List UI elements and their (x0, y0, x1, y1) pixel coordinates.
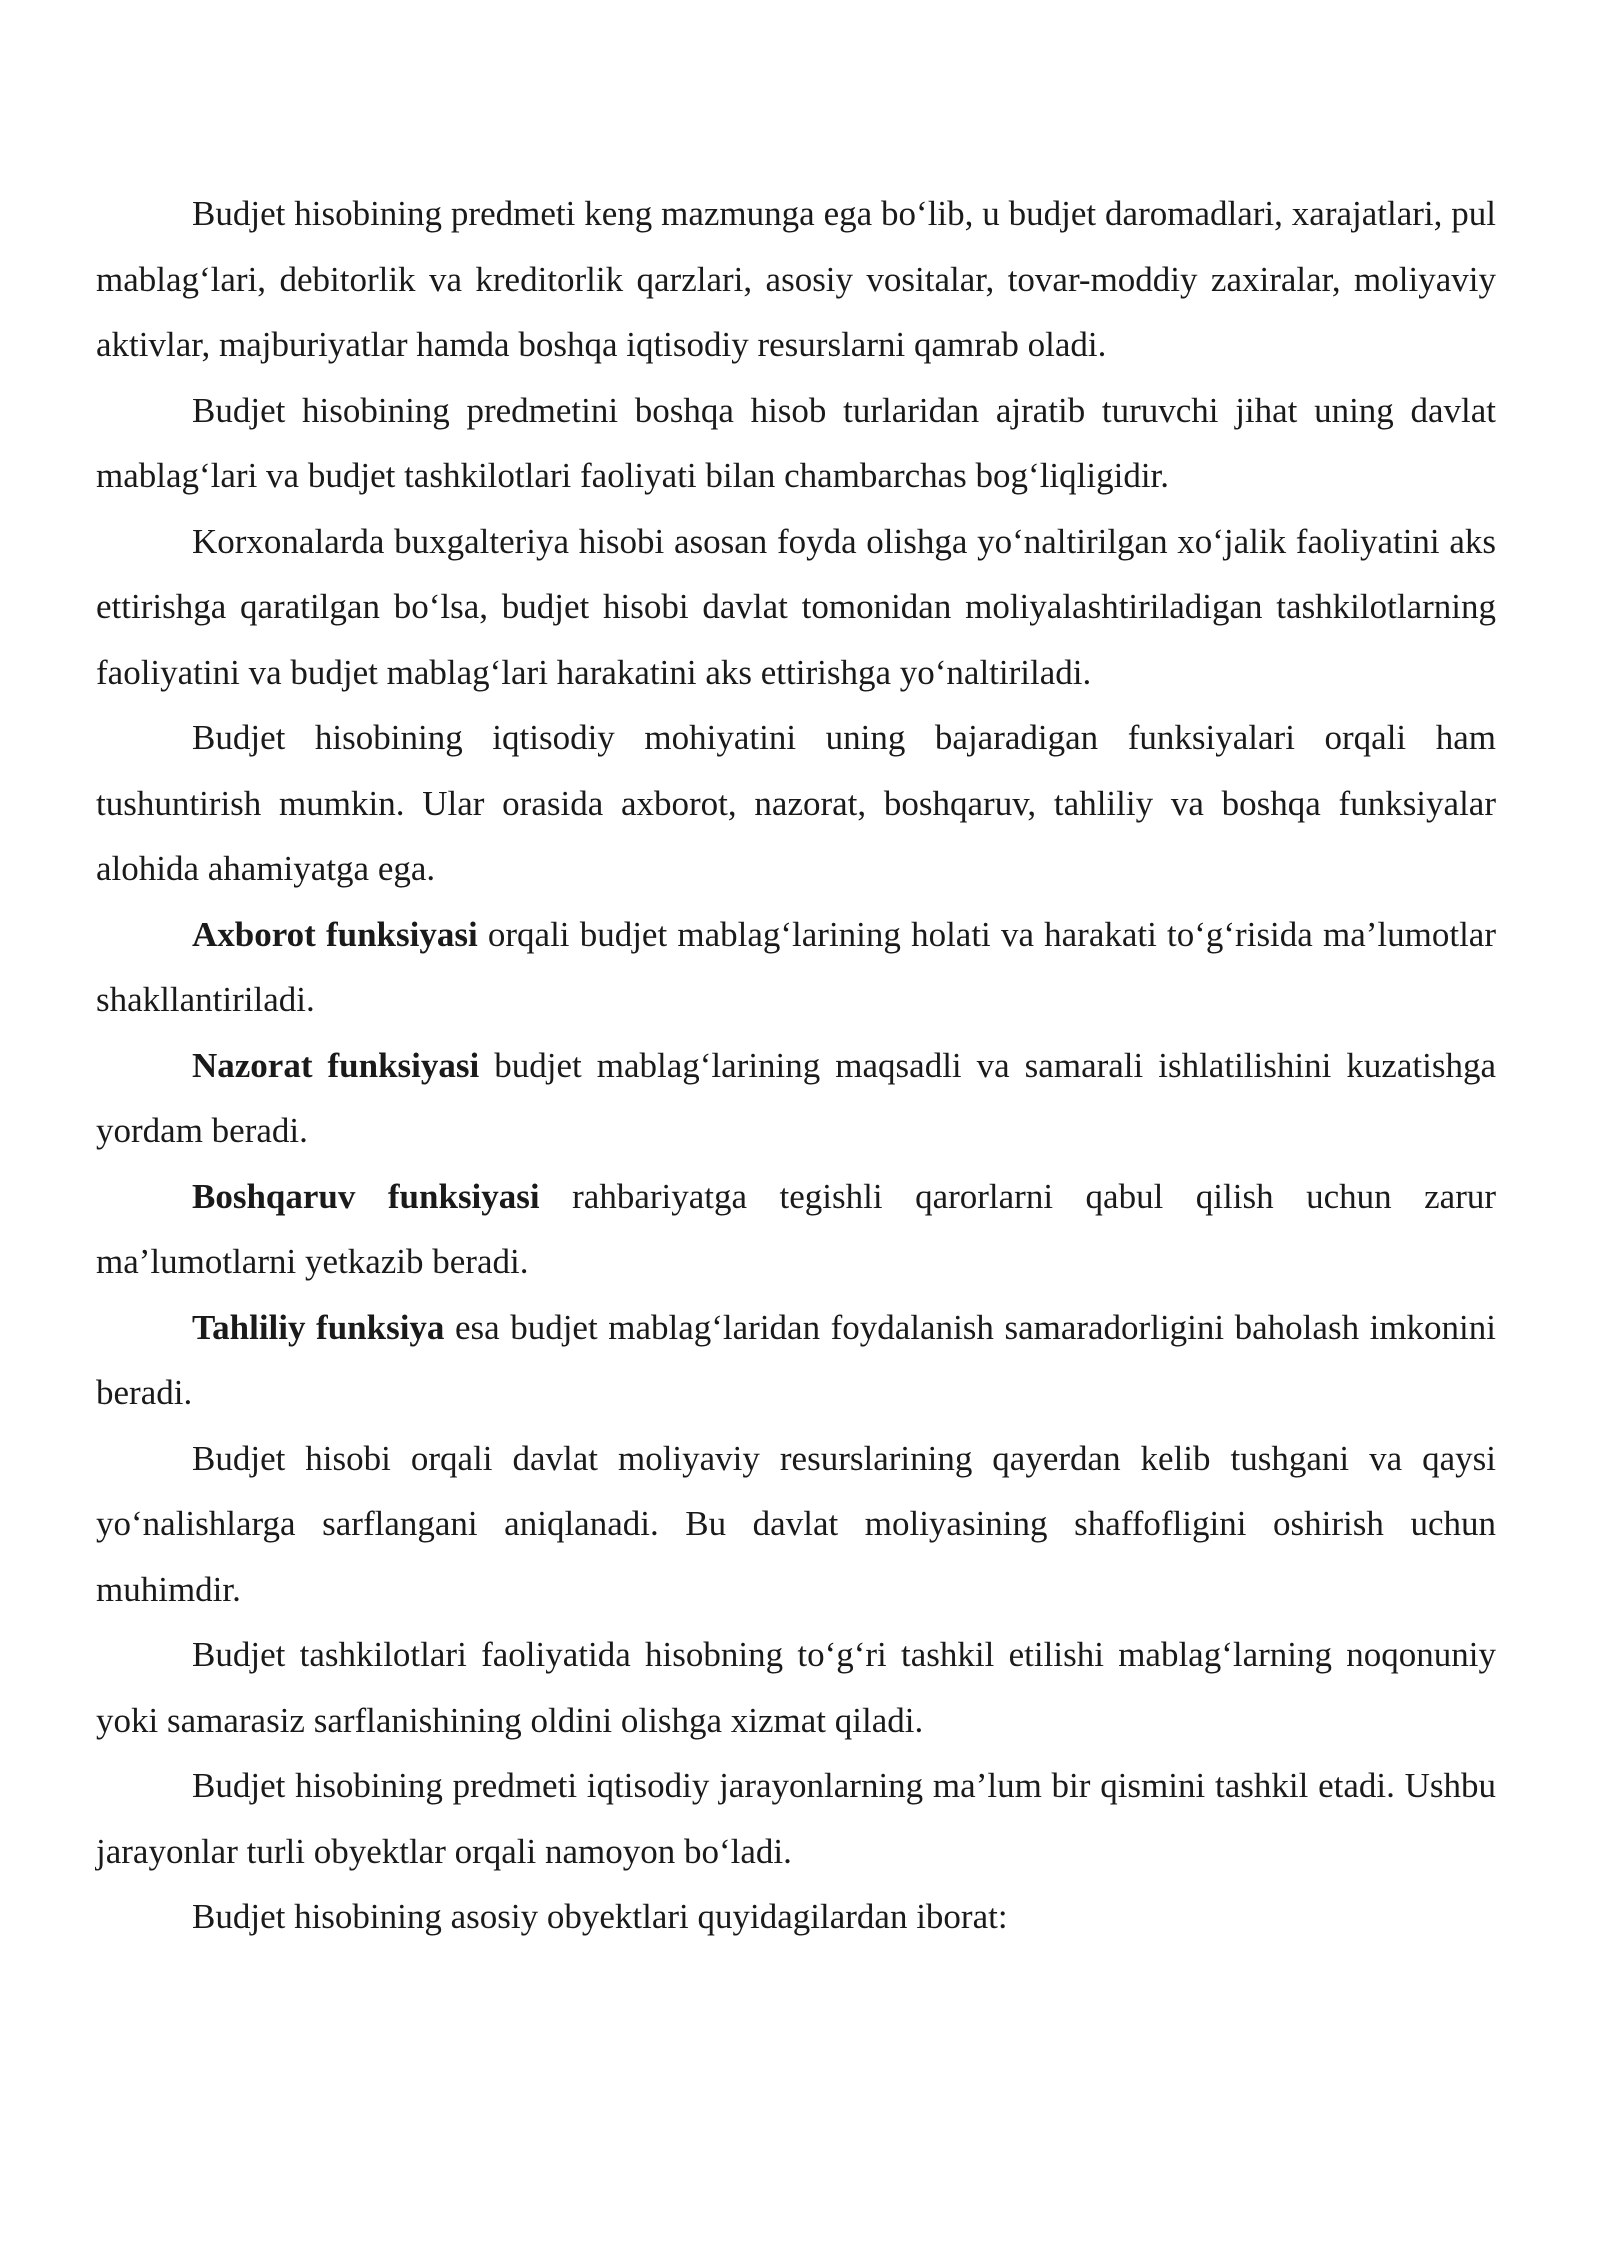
paragraph-management-function (96, 1164, 1496, 1295)
paragraph-bold-term: Axborot funksiyasi (192, 914, 478, 954)
paragraph-resource-transparency (96, 1426, 1496, 1623)
paragraph-text: Budjet hisobi orqali davlat moliyaviy resurslarining qayerdan kelib tushgani va qaysi yo‘nalishlarga sarflangani aniqlanadi. Bu davlat moliyasining shaffofligini oshirish uchun muhimdir. (96, 1438, 1496, 1609)
paragraph-subject-scope (96, 181, 1496, 378)
paragraph-bold-term: Tahliliy funksiya (192, 1307, 445, 1347)
document-page (96, 181, 1496, 1950)
paragraph-subject-distinction (96, 378, 1496, 509)
paragraph-text: Budjet hisobining asosiy obyektlari quyidagilardan iborat: (192, 1897, 1008, 1936)
paragraph-enterprise-comparison (96, 509, 1496, 706)
paragraph-bold-term: Nazorat funksiyasi (192, 1045, 480, 1085)
paragraph-proper-organization (96, 1622, 1496, 1753)
paragraph-economic-processes (96, 1753, 1496, 1884)
paragraph-bold-term: Boshqaruv funksiyasi (192, 1176, 540, 1216)
paragraph-text: Budjet tashkilotlari faoliyatida hisobning to‘g‘ri tashkil etilishi mablag‘larning noqonuniy yoki samarasiz sarflanishining oldini olishga xizmat qiladi. (96, 1635, 1496, 1740)
paragraph-control-function (96, 1033, 1496, 1164)
paragraph-information-function (96, 902, 1496, 1033)
paragraph-text: esa budjet mablag‘laridan foydalanish samaradorligini baholash imkonini beradi. (96, 1307, 1497, 1412)
paragraph-text: Korxonalarda buxgalteriya hisobi asosan foyda olishga yo‘naltirilgan xo‘jalik faoliyatini aks ettirishga qaratilgan bo‘lsa, budjet hisobi davlat tomonidan moliyalashtiriladigan tashkilotlarning faoliyatini va budjet mablag‘lari harakatini aks ettirishga yo‘naltiriladi. (96, 521, 1496, 692)
paragraph-text: Budjet hisobining predmetini boshqa hisob turlaridan ajratib turuvchi jihat uning davlat mablag‘lari va budjet tashkilotlari faoliyati bilan chambarchas bog‘liqligidir. (96, 390, 1496, 495)
paragraph-text: budjet mablag‘larining maqsadli va samarali ishlatilishini kuzatishga yordam beradi. (96, 1045, 1496, 1150)
paragraph-text: orqali budjet mablag‘larining holati va harakati to‘g‘risida ma’lumotlar shakllantiriladi. (96, 914, 1496, 1019)
paragraph-main-objects (96, 1884, 1496, 1950)
paragraph-text: Budjet hisobining iqtisodiy mohiyatini uning bajaradigan funksiyalari orqali ham tushuntirish mumkin. Ular orasida axborot, nazorat, boshqaruv, tahliliy va boshqa funksiyalar alohida ahamiyatga ega. (96, 718, 1496, 888)
paragraph-text: Budjet hisobining predmeti iqtisodiy jarayonlarning ma’lum bir qismini tashkil etadi. Ushbu jarayonlar turli obyektlar orqali namoyon bo‘ladi. (96, 1766, 1496, 1871)
paragraph-text: Budjet hisobining predmeti keng mazmunga ega bo‘lib, u budjet daromadlari, xarajatlari, pul mablag‘lari, debitorlik va kreditorlik qarzlari, asosiy vositalar, tovar-moddiy zaxiralar, moliyaviy aktivlar, majburiyatlar hamda boshqa iqtisodiy resurslarni qamrab oladi. (96, 194, 1496, 364)
paragraph-analytical-function (96, 1295, 1496, 1426)
paragraph-text: rahbariyatga tegishli qarorlarni qabul qilish uchun zarur ma’lumotlarni yetkazib beradi. (96, 1176, 1496, 1281)
paragraph-functions-intro (96, 705, 1496, 902)
